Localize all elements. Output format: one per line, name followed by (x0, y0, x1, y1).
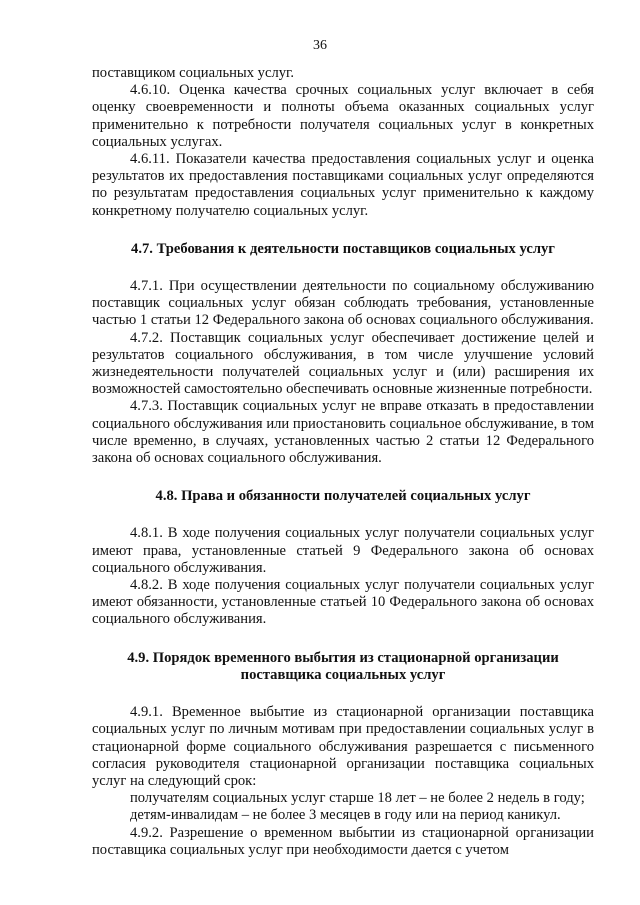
section-heading-4-7: 4.7. Требования к деятельности поставщиков социальных услуг (131, 240, 555, 257)
section-heading-4-8: 4.8. Права и обязанности получателей социальных услуг (155, 488, 531, 505)
page-body (92, 65, 594, 859)
paragraph: поставщиком социальных услуг. (92, 65, 295, 81)
list-item: детям-инвалидам – не более 3 месяцев в году или на период каникул. (130, 807, 561, 824)
paragraph-4-6-11: 4.6.11. Показатели качества предоставления социальных услуг и оценка результатов их предоставления поставщиками социальных услуг определяются по результатам предоставления социальных услуг применительно к каждому конкретному получателю социальных услуг. (92, 151, 594, 219)
section-heading-4-9-line2: поставщика социальных услуг (240, 666, 446, 683)
page-number: 36 (313, 38, 327, 53)
paragraph-4-7-3: 4.7.3. Поставщик социальных услуг не вправе отказать в предоставлении социального обслуживания или приостановить социальное обслуживание, в том числе временно, в случаях, установленных частью 2 статьи 12 Федерального закона об основах социального обслуживания. (92, 398, 594, 467)
section-heading-4-9-line1: 4.9. Порядок временного выбытия из стационарной организации (127, 649, 559, 666)
paragraph-4-6-10: 4.6.10. Оценка качества срочных социальных услуг включает в себя оценку своевременности и полноты объема оказанных социальных услуг применительно к потребности получателя социальных услуг в конкретных социальных услугах. (92, 82, 594, 150)
section-heading-4-9 (92, 650, 594, 684)
paragraph-4-7-2: 4.7.2. Поставщик социальных услуг обеспечивает достижение целей и результатов социального обслуживания, в том числе улучшение условий жизнедеятельности получателей социальных услуг и (или) расширения их возможностей самостоятельно обеспечивать основные жизненные потребности. (92, 329, 594, 398)
paragraph-4-7-1: 4.7.1. При осуществлении деятельности по социальному обслуживанию поставщик социальных услуг обязан соблюдать требования, установленные частью 1 статьи 12 Федерального закона об основах социального обслуживания. (92, 278, 594, 329)
paragraph-4-8-1: 4.8.1. В ходе получения социальных услуг получатели социальных услуг имеют права, установленные статьей 9 Федерального закона об основах социального обслуживания. (92, 525, 594, 576)
paragraph-4-9-1: 4.9.1. Временное выбытие из стационарной организации поставщика социальных услуг по личным мотивам при предоставлении социальных услуг в стационарной форме социального обслуживания разрешается с письменного согласия руководителя стационарной организации поставщика социальных услуг на следующий срок: (92, 704, 594, 789)
paragraph-4-8-2: 4.8.2. В ходе получения социальных услуг получатели социальных услуг имеют обязанности, установленные статьей 10 Федерального закона об основах социального обслуживания. (92, 577, 594, 628)
list-item: получателям социальных услуг старше 18 лет – не более 2 недель в году; (130, 790, 585, 807)
paragraph-4-9-2: 4.9.2. Разрешение о временном выбытии из стационарной организации поставщика социальных услуг при необходимости дается с учетом (92, 824, 594, 858)
